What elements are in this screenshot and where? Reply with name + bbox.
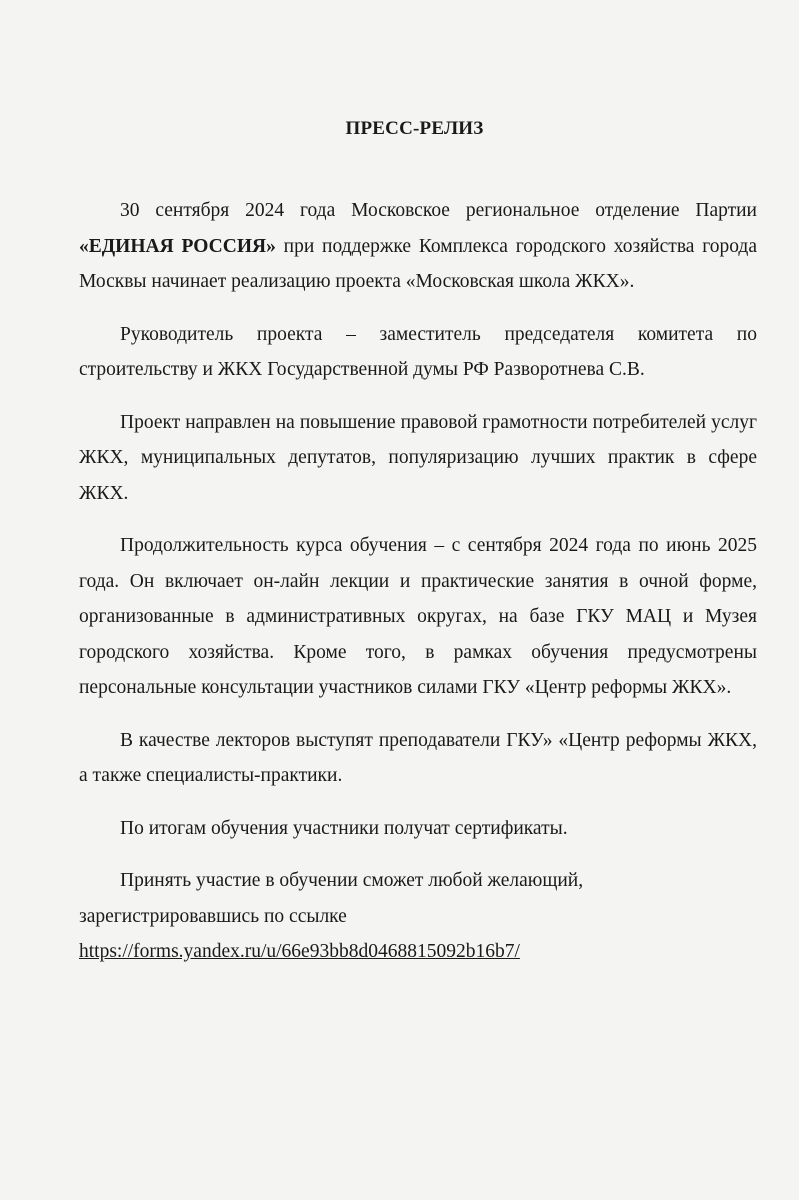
paragraph-registration bbox=[79, 863, 757, 970]
intro-text-start: 30 сентября 2024 года Московское региональное отделение Партии bbox=[120, 200, 757, 221]
registration-link[interactable]: https://forms.yandex.ru/u/66e93bb8d0468815092b16b7/ bbox=[79, 941, 520, 962]
page-title: ПРЕСС-РЕЛИЗ bbox=[345, 118, 484, 139]
paragraph-intro bbox=[79, 193, 757, 300]
document-body bbox=[79, 193, 757, 987]
party-name: «ЕДИНАЯ РОССИЯ» bbox=[79, 235, 276, 257]
paragraph-project-goal: Проект направлен на повышение правовой грамотности потребителей услуг ЖКХ, муниципальных депутатов, популяризацию лучших практик в сфере ЖКХ. bbox=[79, 411, 757, 504]
paragraph-course-duration: Продолжительность курса обучения – с сентября 2024 года по июнь 2025 года. Он включает он-лайн лекции и практические занятия в очной форме, организованные в административных округах, на базе ГКУ МАЦ и Музея городского хозяйства. Кроме того, в рамках обучения предусмотрены персональные консультации участников силами ГКУ «Центр реформы ЖКХ». bbox=[79, 535, 757, 698]
paragraph-lecturers: В качестве лекторов выступят преподаватели ГКУ» «Центр реформы ЖКХ, а также специалисты-практики. bbox=[79, 729, 757, 786]
paragraph-project-lead: Руководитель проекта – заместитель председателя комитета по строительству и ЖКХ Государственной думы РФ Разворотнева С.В. bbox=[79, 323, 757, 380]
registration-line-2: зарегистрировавшись по ссылке bbox=[79, 905, 347, 927]
paragraph-certificates: По итогам обучения участники получат сертификаты. bbox=[120, 817, 568, 839]
intro-text-end: при поддержке Комплекса городского хозяйства города Москвы начинает реализацию проекта «Московская школа ЖКХ». bbox=[79, 235, 758, 292]
registration-line-1: Принять участие в обучении сможет любой желающий, bbox=[120, 870, 584, 891]
